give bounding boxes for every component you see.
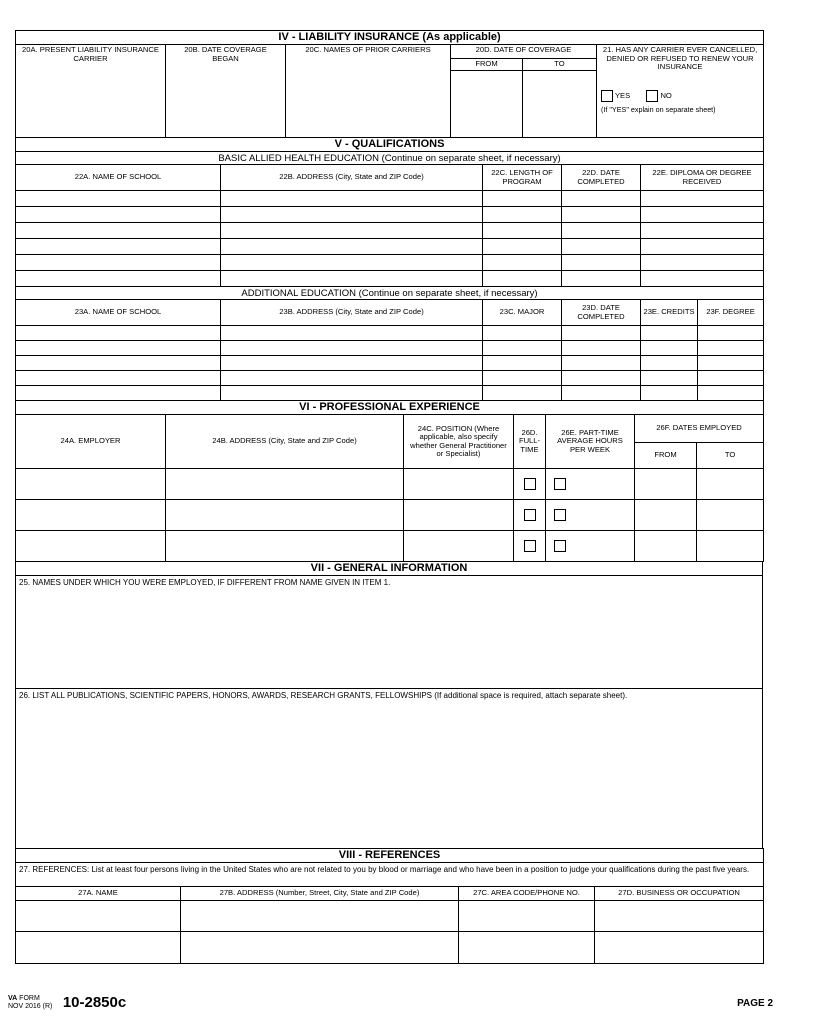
input-23d[interactable] <box>562 356 641 371</box>
full-time-checkbox[interactable] <box>524 509 536 521</box>
section-vii-header: VII - GENERAL INFORMATION <box>16 562 763 576</box>
input-20d-to[interactable] <box>523 71 597 138</box>
input-22d[interactable] <box>562 223 641 239</box>
label-20b: 20B. DATE COVERAGE BEGAN <box>166 45 286 138</box>
table-row <box>16 386 764 401</box>
input-23e[interactable] <box>641 341 698 356</box>
label-22c: 22C. LENGTH OF PROGRAM <box>483 165 562 191</box>
question-26-field[interactable] <box>16 689 763 849</box>
label-20c: 20C. NAMES OF PRIOR CARRIERS <box>286 45 451 138</box>
label-27b: 27B. ADDRESS (Number, Street, City, State and ZIP Code) <box>181 887 459 901</box>
no-checkbox[interactable] <box>646 90 658 102</box>
input-22a[interactable] <box>16 223 221 239</box>
page-number: PAGE 2 <box>737 998 773 1009</box>
input-22b[interactable] <box>221 191 483 207</box>
input-24a[interactable] <box>16 500 166 531</box>
input-23c[interactable] <box>483 341 562 356</box>
label-20a: 20A. PRESENT LIABILITY INSURANCE CARRIER <box>16 45 166 138</box>
label-24b: 24B. ADDRESS (City, State and ZIP Code) <box>166 415 404 469</box>
input-23e[interactable] <box>641 371 698 386</box>
label-26f-to: TO <box>697 443 764 469</box>
label-22a: 22A. NAME OF SCHOOL <box>16 165 221 191</box>
input-22e[interactable] <box>641 191 764 207</box>
input-22a[interactable] <box>16 255 221 271</box>
label-23a: 23A. NAME OF SCHOOL <box>16 300 221 326</box>
table-row <box>16 371 764 386</box>
input-24c[interactable] <box>404 531 514 562</box>
input-22e[interactable] <box>641 207 764 223</box>
input-23c[interactable] <box>483 326 562 341</box>
input-22a[interactable] <box>16 207 221 223</box>
part-time-checkbox[interactable] <box>554 540 566 552</box>
references-table <box>15 848 764 964</box>
label-24a: 24A. EMPLOYER <box>16 415 166 469</box>
input-23a[interactable] <box>16 341 221 356</box>
input-23f[interactable] <box>698 326 764 341</box>
input-22a[interactable] <box>16 271 221 287</box>
input-24b[interactable] <box>166 531 404 562</box>
basic-education-subheader: BASIC ALLIED HEALTH EDUCATION (Continue on separate sheet, if necessary) <box>16 152 764 165</box>
input-26f-from[interactable] <box>635 469 697 500</box>
input-23b[interactable] <box>221 326 483 341</box>
input-22c[interactable] <box>483 239 562 255</box>
table-row <box>16 469 764 500</box>
input-22d[interactable] <box>562 207 641 223</box>
input-27a[interactable] <box>16 932 181 964</box>
label-27a: 27A. NAME <box>16 887 181 901</box>
input-26f-to[interactable] <box>697 531 764 562</box>
input-23d[interactable] <box>562 386 641 401</box>
input-22b[interactable] <box>221 271 483 287</box>
part-time-checkbox[interactable] <box>554 478 566 490</box>
form-label <box>8 995 52 1011</box>
label-20d-to: TO <box>523 59 597 71</box>
question-21-cell <box>597 45 764 138</box>
label-20d-from: FROM <box>451 59 523 71</box>
table-row <box>16 531 764 562</box>
input-22b[interactable] <box>221 223 483 239</box>
form-word: FORM <box>19 995 40 1002</box>
label-26d: 26D. FULL-TIME <box>514 415 546 469</box>
input-23f[interactable] <box>698 386 764 401</box>
input-27d[interactable] <box>595 932 764 964</box>
label-26f-from: FROM <box>635 443 697 469</box>
input-23e[interactable] <box>641 386 698 401</box>
label-24c: 24C. POSITION (Where applicable, also specify whether General Practitioner or Specialist) <box>404 415 514 469</box>
table-row <box>16 932 764 964</box>
section-vi-header: VI - PROFESSIONAL EXPERIENCE <box>16 401 764 415</box>
label-22d: 22D. DATE COMPLETED <box>562 165 641 191</box>
label-27d: 27D. BUSINESS OR OCCUPATION <box>595 887 764 901</box>
label-23c: 23C. MAJOR <box>483 300 562 326</box>
input-23d[interactable] <box>562 371 641 386</box>
label-20d: 20D. DATE OF COVERAGE <box>451 45 597 59</box>
full-time-checkbox[interactable] <box>524 540 536 552</box>
input-22c[interactable] <box>483 255 562 271</box>
input-22c[interactable] <box>483 223 562 239</box>
table-row <box>16 326 764 341</box>
section-iv-header: IV - LIABILITY INSURANCE (As applicable) <box>16 31 764 45</box>
input-23b[interactable] <box>221 356 483 371</box>
table-row <box>16 271 764 287</box>
input-22d[interactable] <box>562 239 641 255</box>
input-26f-to[interactable] <box>697 469 764 500</box>
table-row <box>16 901 764 932</box>
input-22c[interactable] <box>483 271 562 287</box>
label-23d: 23D. DATE COMPLETED <box>562 300 641 326</box>
input-23b[interactable] <box>221 371 483 386</box>
label-27: 27. REFERENCES: List at least four persons living in the United States who are not related to you by blood or marriage and who have been in a position to judge your qualifications during the past five years. <box>16 863 764 887</box>
general-information-table <box>15 561 763 849</box>
additional-education-subheader: ADDITIONAL EDUCATION (Continue on separate sheet, if necessary) <box>16 287 764 300</box>
input-26f-from[interactable] <box>635 500 697 531</box>
input-24a[interactable] <box>16 531 166 562</box>
label-23f: 23F. DEGREE <box>698 300 764 326</box>
input-24b[interactable] <box>166 469 404 500</box>
input-23c[interactable] <box>483 356 562 371</box>
input-23c[interactable] <box>483 386 562 401</box>
input-22b[interactable] <box>221 255 483 271</box>
section-viii-header: VIII - REFERENCES <box>16 849 764 863</box>
input-23f[interactable] <box>698 356 764 371</box>
question-25-field[interactable] <box>16 576 763 689</box>
input-22e[interactable] <box>641 255 764 271</box>
form-id-block <box>8 993 126 1011</box>
input-22b[interactable] <box>221 207 483 223</box>
additional-education-table <box>15 286 764 401</box>
yes-label: YES <box>614 91 631 100</box>
input-23b[interactable] <box>221 386 483 401</box>
full-time-cell <box>514 531 546 562</box>
table-row <box>16 239 764 255</box>
input-23d[interactable] <box>562 341 641 356</box>
full-time-checkbox[interactable] <box>524 478 536 490</box>
input-22e[interactable] <box>641 223 764 239</box>
label-23b: 23B. ADDRESS (City, State and ZIP Code) <box>221 300 483 326</box>
professional-experience-table <box>15 400 764 562</box>
label-23e: 23E. CREDITS <box>641 300 698 326</box>
input-23a[interactable] <box>16 386 221 401</box>
input-23d[interactable] <box>562 326 641 341</box>
table-row <box>16 500 764 531</box>
section-v-header: V - QUALIFICATIONS <box>16 138 764 152</box>
full-time-cell <box>514 469 546 500</box>
yes-checkbox[interactable] <box>601 90 613 102</box>
input-24b[interactable] <box>166 500 404 531</box>
part-time-checkbox[interactable] <box>554 509 566 521</box>
basic-education-table <box>15 137 764 287</box>
input-22d[interactable] <box>562 255 641 271</box>
part-time-cell <box>546 469 635 500</box>
input-23b[interactable] <box>221 341 483 356</box>
input-23e[interactable] <box>641 326 698 341</box>
label-22b: 22B. ADDRESS (City, State and ZIP Code) <box>221 165 483 191</box>
input-23c[interactable] <box>483 371 562 386</box>
table-row <box>16 207 764 223</box>
input-22b[interactable] <box>221 239 483 255</box>
input-22d[interactable] <box>562 191 641 207</box>
input-23a[interactable] <box>16 326 221 341</box>
label-26e: 26E. PART-TIME AVERAGE HOURS PER WEEK <box>546 415 635 469</box>
input-26f-from[interactable] <box>635 531 697 562</box>
input-22a[interactable] <box>16 191 221 207</box>
table-row <box>16 255 764 271</box>
label-26f: 26F. DATES EMPLOYED <box>635 415 764 443</box>
liability-insurance-table <box>15 30 764 138</box>
no-label: NO <box>660 91 672 100</box>
va-label: VA <box>8 995 18 1002</box>
input-22e[interactable] <box>641 271 764 287</box>
input-27a[interactable] <box>16 901 181 932</box>
input-23a[interactable] <box>16 356 221 371</box>
va-form-page <box>15 30 763 964</box>
input-23a[interactable] <box>16 371 221 386</box>
input-24a[interactable] <box>16 469 166 500</box>
input-22c[interactable] <box>483 191 562 207</box>
input-22a[interactable] <box>16 239 221 255</box>
yes-explain-note: (If "YES" explain on separate sheet) <box>601 105 716 114</box>
label-21: 21. HAS ANY CARRIER EVER CANCELLED, DENIED OR REFUSED TO RENEW YOUR INSURANCE <box>602 45 758 71</box>
input-23f[interactable] <box>698 341 764 356</box>
input-27b[interactable] <box>181 932 459 964</box>
table-row <box>16 223 764 239</box>
input-24c[interactable] <box>404 469 514 500</box>
table-row <box>16 356 764 371</box>
table-row <box>16 341 764 356</box>
input-22e[interactable] <box>641 239 764 255</box>
part-time-cell <box>546 531 635 562</box>
full-time-cell <box>514 500 546 531</box>
form-date: NOV 2016 (R) <box>8 1003 53 1010</box>
input-27c[interactable] <box>459 901 595 932</box>
input-27c[interactable] <box>459 932 595 964</box>
input-26f-to[interactable] <box>697 500 764 531</box>
part-time-cell <box>546 500 635 531</box>
input-23e[interactable] <box>641 356 698 371</box>
form-number: 10-2850c <box>62 994 127 1011</box>
input-20d-from[interactable] <box>451 71 523 138</box>
label-26: 26. LIST ALL PUBLICATIONS, SCIENTIFIC PAPERS, HONORS, AWARDS, RESEARCH GRANTS, FELLOWSHIPS (If additional space is required, attach separate sheet). <box>19 691 628 700</box>
input-23f[interactable] <box>698 371 764 386</box>
table-row <box>16 191 764 207</box>
label-27c: 27C. AREA CODE/PHONE NO. <box>459 887 595 901</box>
input-27d[interactable] <box>595 901 764 932</box>
input-24c[interactable] <box>404 500 514 531</box>
label-22e: 22E. DIPLOMA OR DEGREE RECEIVED <box>641 165 764 191</box>
input-22d[interactable] <box>562 271 641 287</box>
input-27b[interactable] <box>181 901 459 932</box>
label-25: 25. NAMES UNDER WHICH YOU WERE EMPLOYED, IF DIFFERENT FROM NAME GIVEN IN ITEM 1. <box>19 578 391 587</box>
input-22c[interactable] <box>483 207 562 223</box>
